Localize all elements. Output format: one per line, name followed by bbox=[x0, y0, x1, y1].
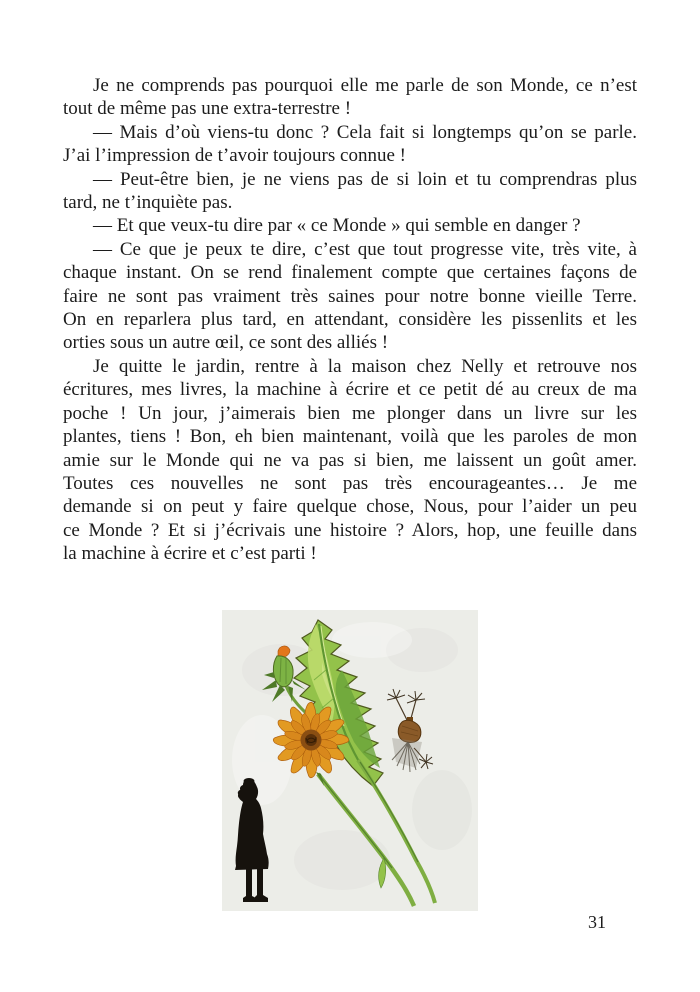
text-line: ce Monde ? Et si j’écrivais une histoire ? Alors, hop, une feuille dans bbox=[63, 519, 637, 541]
paragraph bbox=[63, 74, 637, 121]
text-line: demande si on peut y faire quelque chose, Nous, pour l’aider un peu bbox=[63, 496, 637, 518]
text-line: Toutes ces nouvelles ne sont pas très encourageantes… Je me bbox=[63, 472, 637, 494]
text-line: — Ce que je peux te dire, c’est que tout progresse vite, très vite, à bbox=[93, 238, 637, 260]
text-line: amie sur le Monde qui ne va pas si bien, me laissent un goût amer. bbox=[63, 449, 637, 471]
text-line: chaque instant. On se rend finalement compte que certaines façons de bbox=[63, 262, 637, 284]
text-line: la machine à écrire et c’est parti ! bbox=[63, 543, 317, 565]
text-line: — Et que veux-tu dire par « ce Monde » qui semble en danger ? bbox=[93, 215, 581, 237]
dandelion-illustration bbox=[222, 610, 478, 911]
paragraph bbox=[63, 168, 637, 215]
text-line: — Mais d’où viens-tu donc ? Cela fait si longtemps qu’on se parle. bbox=[93, 121, 637, 143]
text-line: poche ! Un jour, j’aimerais bien me plonger dans un livre sur les bbox=[63, 402, 637, 424]
text-line: J’ai l’impression de t’avoir toujours connue ! bbox=[63, 145, 406, 167]
text-line: tout de même pas une extra-terrestre ! bbox=[63, 98, 352, 120]
text-line: faire ne sont pas vraiment très saines pour notre bonne vieille Terre. bbox=[63, 285, 637, 307]
text-line: On en reparlera plus tard, en attendant, considère les pissenlits et les bbox=[63, 309, 637, 331]
text-block bbox=[63, 74, 637, 566]
paragraph bbox=[63, 355, 637, 566]
page-number: 31 bbox=[588, 912, 606, 932]
paragraph bbox=[63, 238, 637, 355]
dandelion-illustration-svg bbox=[222, 610, 478, 911]
text-line: tard, ne t’inquiète pas. bbox=[63, 192, 233, 214]
paragraph bbox=[63, 214, 637, 237]
text-line: écritures, mes livres, la machine à écrire et ce petit dé au creux de ma bbox=[63, 379, 637, 401]
text-line: Je quitte le jardin, rentre à la maison chez Nelly et retrouve nos bbox=[93, 355, 637, 377]
paragraph bbox=[63, 121, 637, 168]
text-line: — Peut-être bien, je ne viens pas de si loin et tu comprendras plus bbox=[93, 168, 637, 190]
text-line: Je ne comprends pas pourquoi elle me parle de son Monde, ce n’est bbox=[93, 75, 637, 96]
text-line: plantes, tiens ! Bon, eh bien maintenant, voilà que les paroles de mon bbox=[63, 426, 637, 448]
text-line: orties sous un autre œil, ce sont des alliés ! bbox=[63, 332, 389, 354]
